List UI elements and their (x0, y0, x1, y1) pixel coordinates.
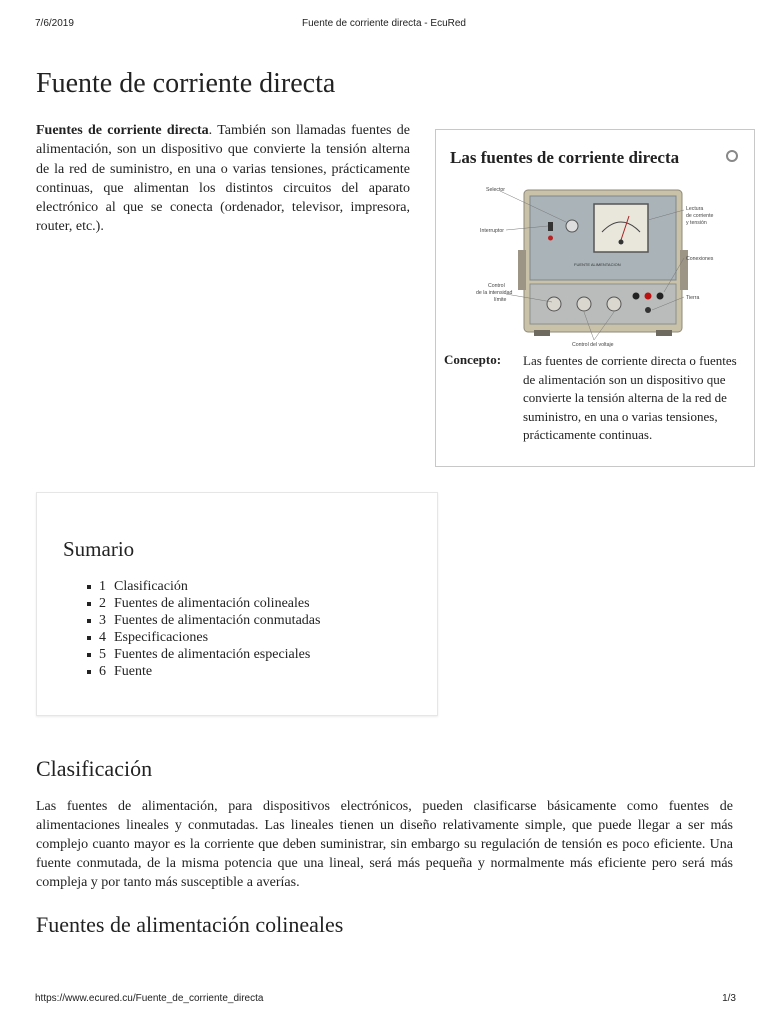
panel-text: FUENTE ALIMENTACION (574, 262, 621, 267)
label-conexiones: Conexiones (686, 256, 714, 262)
table-of-contents (36, 492, 438, 716)
intro-bold-term: Fuentes de corriente directa (36, 123, 209, 138)
label-control-int-2: de la intensidad (476, 290, 513, 296)
toc-item-label[interactable]: Fuentes de alimentación colineales (114, 596, 310, 611)
toc-title: Sumario (63, 537, 135, 561)
toc-item-label[interactable]: Clasificación (114, 579, 188, 594)
toc-item[interactable] (87, 595, 320, 612)
power-supply-figure (476, 180, 736, 352)
toc-item-number: 3 (99, 613, 106, 628)
print-url: https://www.ecured.cu/Fuente_de_corriente_directa (35, 993, 264, 1004)
toc-item-number: 1 (99, 579, 106, 594)
print-date: 7/6/2019 (35, 18, 74, 29)
toc-item-number: 6 (99, 664, 106, 679)
label-control-voltaje: Control del voltaje (572, 342, 614, 348)
label-tierra: Tierra (686, 295, 700, 301)
toc-item-number: 5 (99, 647, 106, 662)
intro-text: . También son llamadas fuentes de alimentación, son un dispositivo que convierte la tensión alterna de la red de suministro, en una o varias tensiones, prácticamente continuas, que alimentan los distintos circuitos del aparato electrónico al que se conecta (ordenador, televisor, impresora, router, etc.). (36, 123, 410, 235)
toc-list (87, 578, 320, 680)
toc-item-label[interactable]: Especificaciones (114, 630, 209, 645)
label-interruptor: Interruptor (480, 228, 504, 234)
clasificacion-paragraph: Las fuentes de alimentación, para dispositivos electrónicos, pueden clasificarse básicamente como fuentes de alimentaciones lineales y conmutadas. Las lineales tienen un diseño relativamente simple, que puede llegar a ser más complejo cuanto mayor es la corriente que deben suministrar, sin embargo su regulación de tensión es poco eficiente. Una fuente conmutada, de la misma potencia que una lineal, será más pequeña y normalmente más eficiente pero será más compleja y por tanto más susceptible a averías. (36, 799, 733, 891)
toc-item-number: 4 (99, 630, 106, 645)
page-title: Fuente de corriente directa (36, 68, 336, 99)
toc-item[interactable] (87, 629, 320, 646)
label-control-int-3: límite (494, 297, 507, 303)
toc-item-label[interactable]: Fuente (114, 664, 153, 679)
concepto-label: Concepto: (444, 352, 502, 367)
concepto-value: Las fuentes de corriente directa o fuentes de alimentación son un dispositivo que convierte la tensión alterna de la red de suministro, en una o varias tensiones, prácticamente continuas. (523, 353, 737, 442)
intro-paragraph (36, 121, 410, 237)
label-lectura-1: Lectura (686, 206, 704, 212)
toc-item-label[interactable]: Fuentes de alimentación especiales (114, 647, 311, 662)
toc-item[interactable] (87, 646, 320, 663)
toc-item[interactable] (87, 578, 320, 595)
section-heading-clasificacion: Clasificación (36, 756, 153, 781)
label-lectura-3: y tensión (686, 220, 707, 226)
label-selector: Selector (486, 187, 506, 193)
label-lectura-2: de corriente (686, 213, 714, 219)
print-page-title: Fuente de corriente directa - EcuRed (302, 18, 466, 29)
infobox (435, 129, 755, 467)
infobox-title: Las fuentes de corriente directa (450, 148, 680, 167)
toc-item-label[interactable]: Fuentes de alimentación conmutadas (114, 613, 321, 628)
toc-item[interactable] (87, 612, 320, 629)
toc-item[interactable] (87, 663, 320, 680)
section-heading-colineales: Fuentes de alimentación colineales (36, 912, 344, 937)
infobox-settings-icon[interactable] (726, 150, 738, 162)
label-control-int-1: Control (488, 283, 505, 289)
toc-item-number: 2 (99, 596, 106, 611)
print-page-number: 1/3 (722, 993, 736, 1004)
